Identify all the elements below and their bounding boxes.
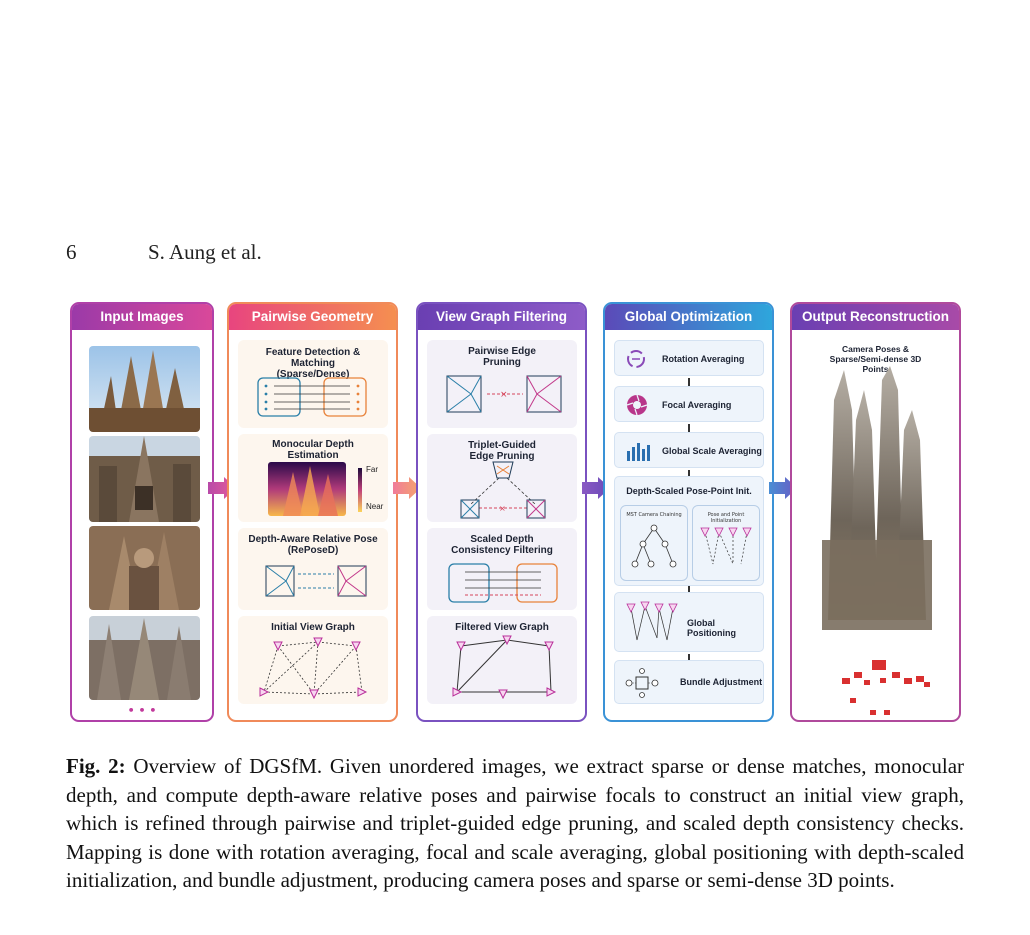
card-title: Pairwise Edge Pruning [468,346,536,368]
panel-title-input: Input Images [72,304,212,330]
card-title: Feature Detection & Matching (Sparse/Dense) [265,347,361,380]
step-label: Depth-Scaled Pose-Point Init. [626,486,752,496]
caption-label: Fig. 2: [66,754,126,778]
more-images-dots: • • • [127,704,157,717]
consistency-icon [427,560,577,608]
card-title: Filtered View Graph [455,622,549,633]
aperture-icon [625,393,649,417]
pose-point-icon [693,524,759,580]
card-title: Depth-Aware Relative Pose (RePoseD) [248,534,378,556]
panel-view-graph-filtering [416,302,587,722]
feature-match-icon [238,374,388,424]
input-photo-2 [89,436,200,522]
point-cloud-icon [792,360,959,720]
panel-global-optimization [603,302,774,722]
panel-title-global: Global Optimization [605,304,772,330]
output-subtitle: Camera Poses & Sparse/Semi-dense 3D Points [829,344,922,374]
pose-point-box [692,505,760,581]
rotation-icon [625,348,647,370]
camera-pose-icon [238,560,388,608]
pose-point-label: Pose and Point Initialization [707,512,745,524]
edge-pruning-icon [427,370,577,426]
card-title: Scaled Depth Consistency Filtering [451,534,553,556]
step-rotation-averaging [614,340,764,376]
authors: S. Aung et al. [148,240,262,264]
panel-title-pairwise: Pairwise Geometry [229,304,396,330]
step-label: Focal Averaging [662,400,732,410]
input-photo-3 [89,526,200,610]
step-focal-averaging [614,386,764,422]
depth-near-label: Near [366,502,384,511]
mst-label: MST Camera Chaining [626,512,682,518]
step-global-positioning [614,592,764,652]
triplet-icon [427,460,577,522]
step-label: Bundle Adjustment [680,677,763,687]
input-photo-4 [89,616,200,700]
panel-input-images [70,302,214,722]
step-label: Rotation Averaging [662,354,745,364]
cathedral-photo-icon [89,436,200,522]
panel-output-reconstruction [790,302,961,722]
card-pairwise-edge-pruning [427,340,577,428]
mst-chaining-box [620,505,688,581]
tree-icon [621,520,687,580]
card-triplet-edge-pruning [427,434,577,522]
card-filtered-view-graph [427,616,577,704]
card-monocular-depth [238,434,388,522]
input-photo-1 [89,346,200,432]
step-bundle-adjustment [614,660,764,704]
card-title: Triplet-Guided Edge Pruning [468,440,536,462]
graph-icon [427,634,577,704]
card-feature-matching [238,340,388,428]
card-title: Initial View Graph [271,622,355,633]
card-initial-view-graph [238,616,388,704]
panel-title-viewgraph: View Graph Filtering [418,304,585,330]
card-relative-pose [238,528,388,610]
bundle-adjustment-icon [625,668,659,698]
depth-far-label: Far [366,465,378,474]
cathedral-photo-icon [89,616,200,700]
bar-scale-icon [625,439,651,463]
graph-icon [238,634,388,704]
cathedral-photo-icon [89,346,200,432]
step-pose-point-init [614,476,764,586]
svg-text:×: × [499,504,506,513]
step-label: Global Scale Averaging [662,446,762,456]
cathedral-photo-icon [89,526,200,610]
page-header [66,240,262,265]
positioning-icon [621,598,683,648]
card-title: Monocular Depth Estimation [272,439,354,461]
step-global-scale-averaging [614,432,764,468]
page-number: 6 [66,240,77,264]
caption-text: Overview of DGSfM. Given unordered images, we extract sparse or dense matches, monocular depth, and compute depth-aware relative poses and pairwise focals to construct an initial view graph, which is refined through pairwise and triplet-guided edge pruning, and scaled depth consistency checks. Mapping is done with rotation averaging, focal and scale averaging, global positioning with depth-scaled initialization, and bundle adjustment, producing camera poses and sparse or semi-dense 3D points. [66,754,965,892]
figure-caption [66,752,964,895]
cross-icon: × [500,390,508,400]
card-depth-consistency [427,528,577,610]
panel-pairwise-geometry [227,302,398,722]
step-label: Global Positioning [687,618,736,638]
panel-title-output: Output Reconstruction [792,304,959,330]
